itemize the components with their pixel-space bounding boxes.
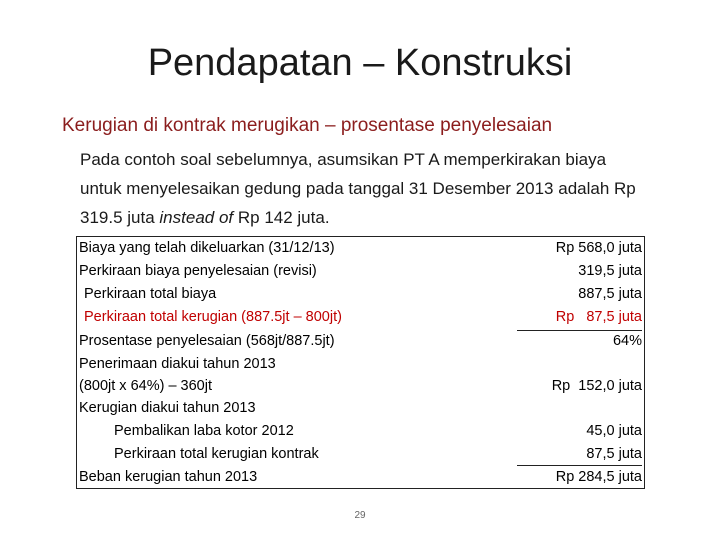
table-row [77, 397, 644, 419]
table-row [77, 353, 644, 375]
paragraph-line-2: untuk menyelesaikan gedung pada tanggal 31 Desember 2013 adalah Rp [80, 179, 636, 198]
row-value: Rp 284,5 juta [555, 469, 642, 485]
row-label: Prosentase penyelesaian (568jt/887.5jt) [79, 333, 335, 349]
paragraph-line-1: Pada contoh soal sebelumnya, asumsikan PT A memperkirakan biaya [80, 150, 607, 169]
row-value: 64% [612, 333, 642, 349]
row-label: Perkiraan total kerugian (887.5jt – 800jt) [84, 309, 342, 325]
row-label: Perkiraan biaya penyelesaian (revisi) [79, 263, 317, 279]
row-value: 45,0 juta [586, 423, 642, 439]
page-number: 29 [354, 510, 366, 521]
paragraph-line-3-end: Rp 142 juta. [233, 208, 330, 227]
row-value: Rp 568,0 juta [555, 240, 642, 256]
calculation-table [76, 236, 645, 489]
table-row [77, 443, 644, 465]
row-value: Rp 87,5 juta [555, 309, 642, 325]
row-label: (800jt x 64%) – 360jt [79, 378, 212, 394]
row-value: 319,5 juta [578, 263, 642, 279]
table-row [77, 260, 644, 282]
paragraph-line-3-start: 319.5 juta [80, 208, 160, 227]
row-value: 887,5 juta [578, 286, 642, 302]
table-row [77, 283, 644, 305]
row-label: Biaya yang telah dikeluarkan (31/12/13) [79, 240, 335, 256]
table-row [77, 330, 644, 352]
table-row [77, 420, 644, 442]
slide-title: Pendapatan – Konstruksi [147, 42, 573, 84]
table-row [77, 375, 644, 397]
row-label: Penerimaan diakui tahun 2013 [79, 356, 276, 372]
row-label: Beban kerugian tahun 2013 [79, 469, 258, 485]
row-value: 87,5 juta [586, 446, 642, 462]
table-row [77, 306, 644, 328]
row-value: Rp 152,0 juta [551, 378, 642, 394]
slide-subtitle: Kerugian di kontrak merugikan – prosentase penyelesaian [62, 115, 553, 136]
intro-paragraph [80, 145, 680, 232]
table-row [77, 466, 644, 488]
row-label: Perkiraan total kerugian kontrak [114, 446, 319, 462]
paragraph-line-3-italic: instead of [159, 208, 234, 227]
paragraph-line-3 [80, 208, 330, 227]
table-row [77, 237, 644, 259]
row-label: Pembalikan laba kotor 2012 [114, 423, 294, 439]
row-label: Perkiraan total biaya [84, 286, 217, 302]
row-label: Kerugian diakui tahun 2013 [79, 400, 256, 416]
